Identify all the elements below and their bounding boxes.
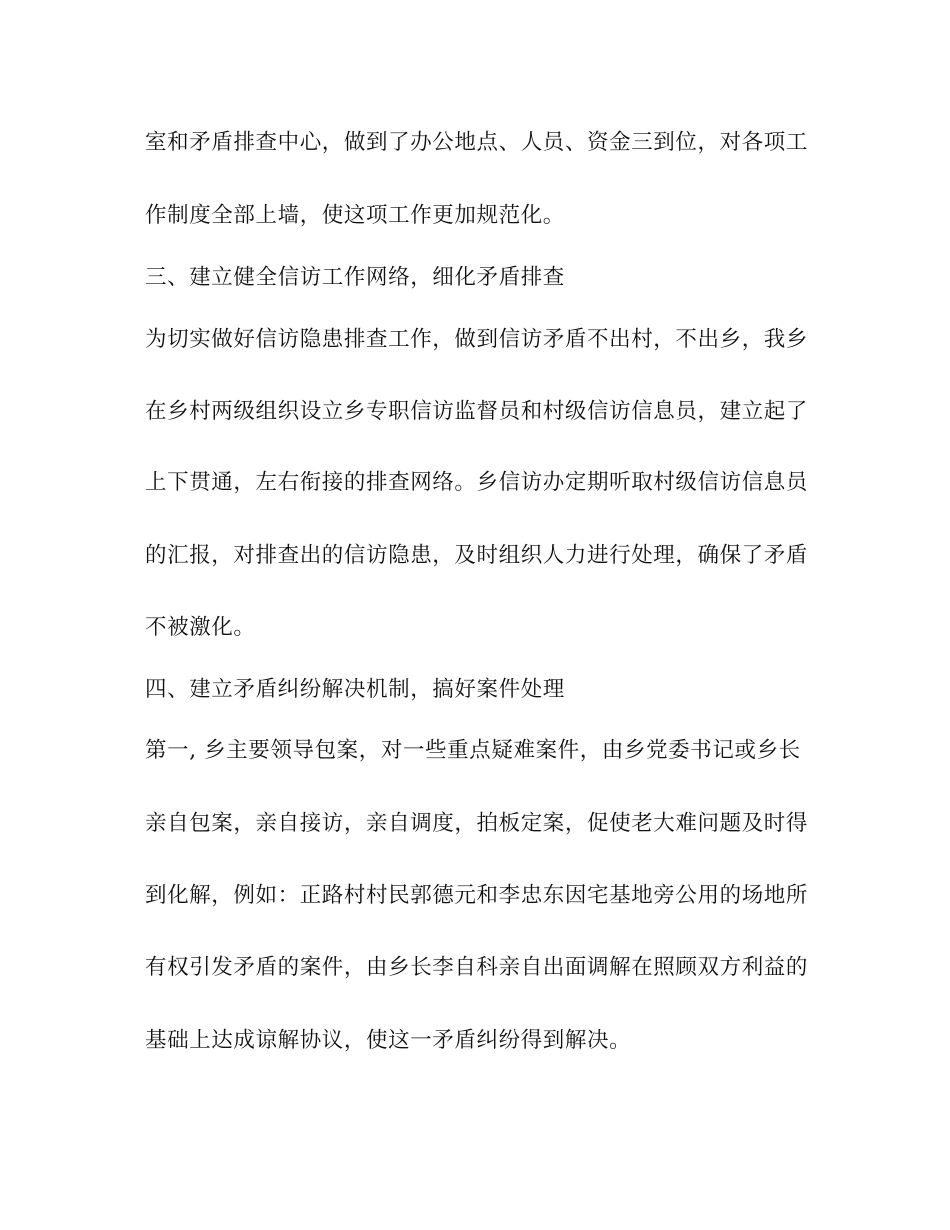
paragraph-line: 的汇报，对排查出的信访隐患，及时组织人力进行处理，确保了矛盾	[145, 543, 809, 568]
paragraph-line: 为切实做好信访隐患排查工作，做到信访矛盾不出村，不出乡，我乡	[145, 327, 809, 352]
paragraph-line: 不被激化。	[145, 615, 256, 640]
paragraph-line: 上下贯通，左右衔接的排查网络。乡信访办定期听取村级信访信息员	[145, 470, 809, 495]
paragraph-line: 亲自包案，亲自接访，亲自调度，拍板定案，促使老大难问题及时得	[145, 811, 809, 836]
paragraph-line: 有权引发矛盾的案件，由乡长李自科亲自出面调解在照顾双方利益的	[145, 955, 809, 980]
section-heading: 四、建立矛盾纠纷解决机制，搞好案件处理	[145, 677, 565, 702]
paragraph-line: 到化解，例如：正路村村民郭德元和李忠东因宅基地旁公用的场地所	[145, 883, 809, 908]
section-heading: 三、建立健全信访工作网络，细化矛盾排查	[145, 265, 565, 290]
paragraph-line: 基础上达成谅解协议，使这一矛盾纠纷得到解决。	[145, 1028, 632, 1053]
paragraph-line: 第一, 乡主要领导包案，对一些重点疑难案件，由乡党委书记或乡长	[145, 738, 801, 763]
paragraph-line: 室和矛盾排查中心，做到了办公地点、人员、资金三到位，对各项工	[145, 130, 809, 155]
paragraph-line: 在乡村两级组织设立乡专职信访监督员和村级信访信息员，建立起了	[145, 399, 809, 424]
paragraph-line: 作制度全部上墙，使这项工作更加规范化。	[145, 203, 565, 228]
